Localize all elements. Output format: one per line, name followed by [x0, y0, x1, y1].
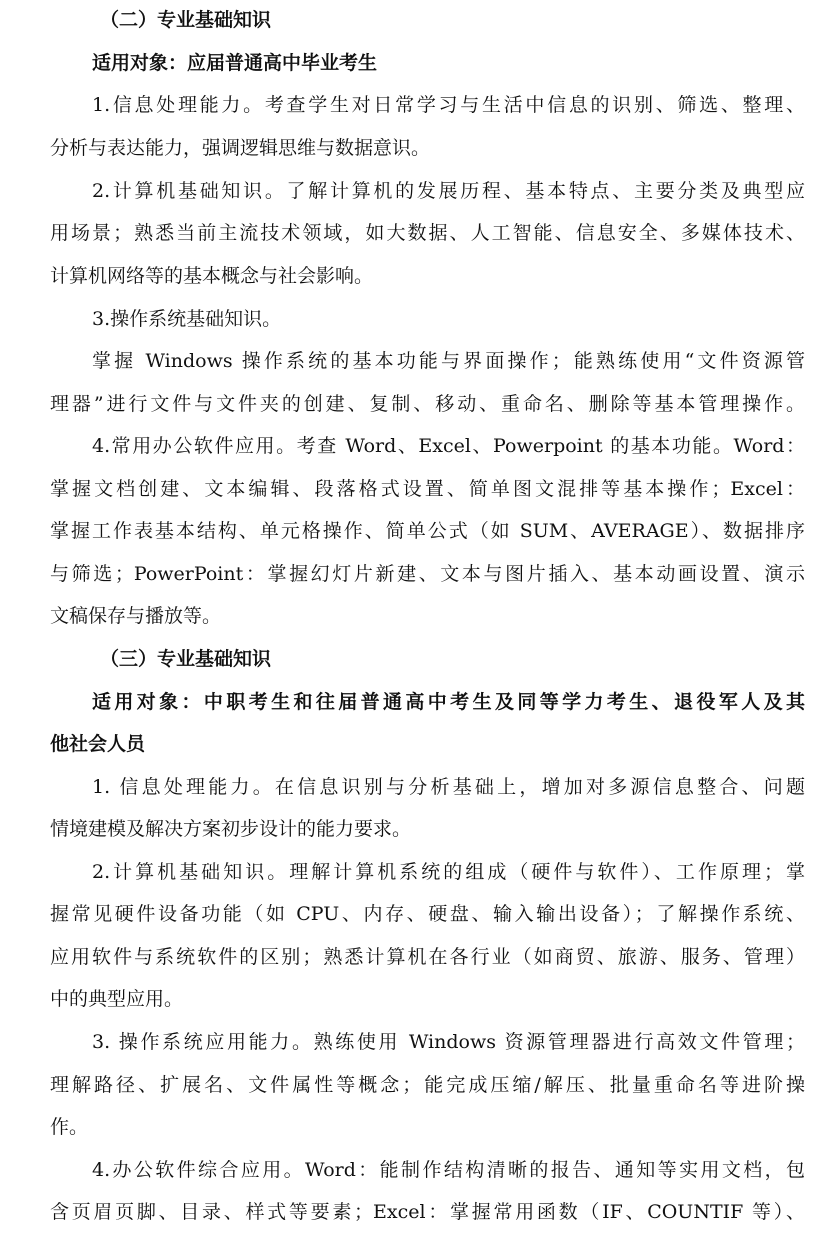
s2-item2-line1: 2.计算机基础知识。了解计算机的发展历程、基本特点、主要分类及典型应 — [92, 180, 805, 202]
s3-item3-line1: 3. 操作系统应用能力。熟练使用 Windows 资源管理器进行高效文件管理； — [92, 1031, 805, 1053]
s3-item2-line3: 应用软件与系统软件的区别；熟悉计算机在各行业（如商贸、旅游、服务、管理） — [50, 946, 805, 968]
s3-item2-line4: 中的典型应用。 — [50, 988, 184, 1010]
s3-item3-line3: 作。 — [50, 1116, 89, 1138]
s2-item2-line2: 用场景；熟悉当前主流技术领域，如大数据、人工智能、信息安全、多媒体技术、 — [50, 222, 805, 244]
s2-item2-line3: 计算机网络等的基本概念与社会影响。 — [50, 265, 374, 287]
s3-item4-line1: 4.办公软件综合应用。Word：能制作结构清晰的报告、通知等实用文档，包 — [92, 1159, 805, 1181]
s2-item3-body-line2: 理器”进行文件与文件夹的创建、复制、移动、重命名、删除等基本管理操作。 — [50, 393, 805, 415]
s3-item1-line2: 情境建模及解决方案初步设计的能力要求。 — [50, 818, 412, 840]
s2-item1-line2: 分析与表达能力，强调逻辑思维与数据意识。 — [50, 137, 431, 159]
s2-item4-line2: 掌握文档创建、文本编辑、段落格式设置、简单图文混排等基本操作；Excel： — [50, 478, 805, 500]
s3-item3-line2: 理解路径、扩展名、文件属性等概念；能完成压缩/解压、批量重命名等进阶操 — [50, 1074, 805, 1096]
s3-item1-line1: 1. 信息处理能力。在信息识别与分析基础上，增加对多源信息整合、问题 — [92, 776, 805, 798]
s2-item1-line1: 1.信息处理能力。考查学生对日常学习与生活中信息的识别、筛选、整理、 — [92, 94, 805, 116]
s2-item3-title: 3.操作系统基础知识。 — [92, 308, 282, 330]
s3-item2-line1: 2.计算机基础知识。理解计算机系统的组成（硬件与软件）、工作原理；掌 — [92, 861, 805, 883]
s2-item4-line4: 与筛选；PowerPoint：掌握幻灯片新建、文本与图片插入、基本动画设置、演示 — [50, 563, 805, 585]
s2-item4-line3: 掌握工作表基本结构、单元格操作、简单公式（如 SUM、AVERAGE）、数据排序 — [50, 520, 805, 542]
section-2-heading: （二）专业基础知识 — [100, 9, 272, 31]
section-2-audience: 适用对象：应届普通高中毕业考生 — [92, 52, 378, 74]
s2-item4-line1: 4.常用办公软件应用。考查 Word、Excel、Powerpoint 的基本功能。Word： — [92, 435, 805, 457]
section-3-audience-line2: 他社会人员 — [50, 733, 146, 755]
s2-item3-body-line1: 掌握 Windows 操作系统的基本功能与界面操作；能熟练使用“文件资源管 — [92, 350, 805, 372]
s3-item2-line2: 握常见硬件设备功能（如 CPU、内存、硬盘、输入输出设备）；了解操作系统、 — [50, 903, 805, 925]
section-3-heading: （三）专业基础知识 — [100, 648, 272, 670]
s2-item4-line5: 文稿保存与播放等。 — [50, 605, 222, 627]
section-3-audience-line1: 适用对象：中职考生和往届普通高中考生及同等学力考生、退役军人及其 — [92, 691, 805, 713]
s3-item4-line2: 含页眉页脚、目录、样式等要素；Excel：掌握常用函数（IF、COUNTIF 等）、 — [50, 1201, 805, 1223]
